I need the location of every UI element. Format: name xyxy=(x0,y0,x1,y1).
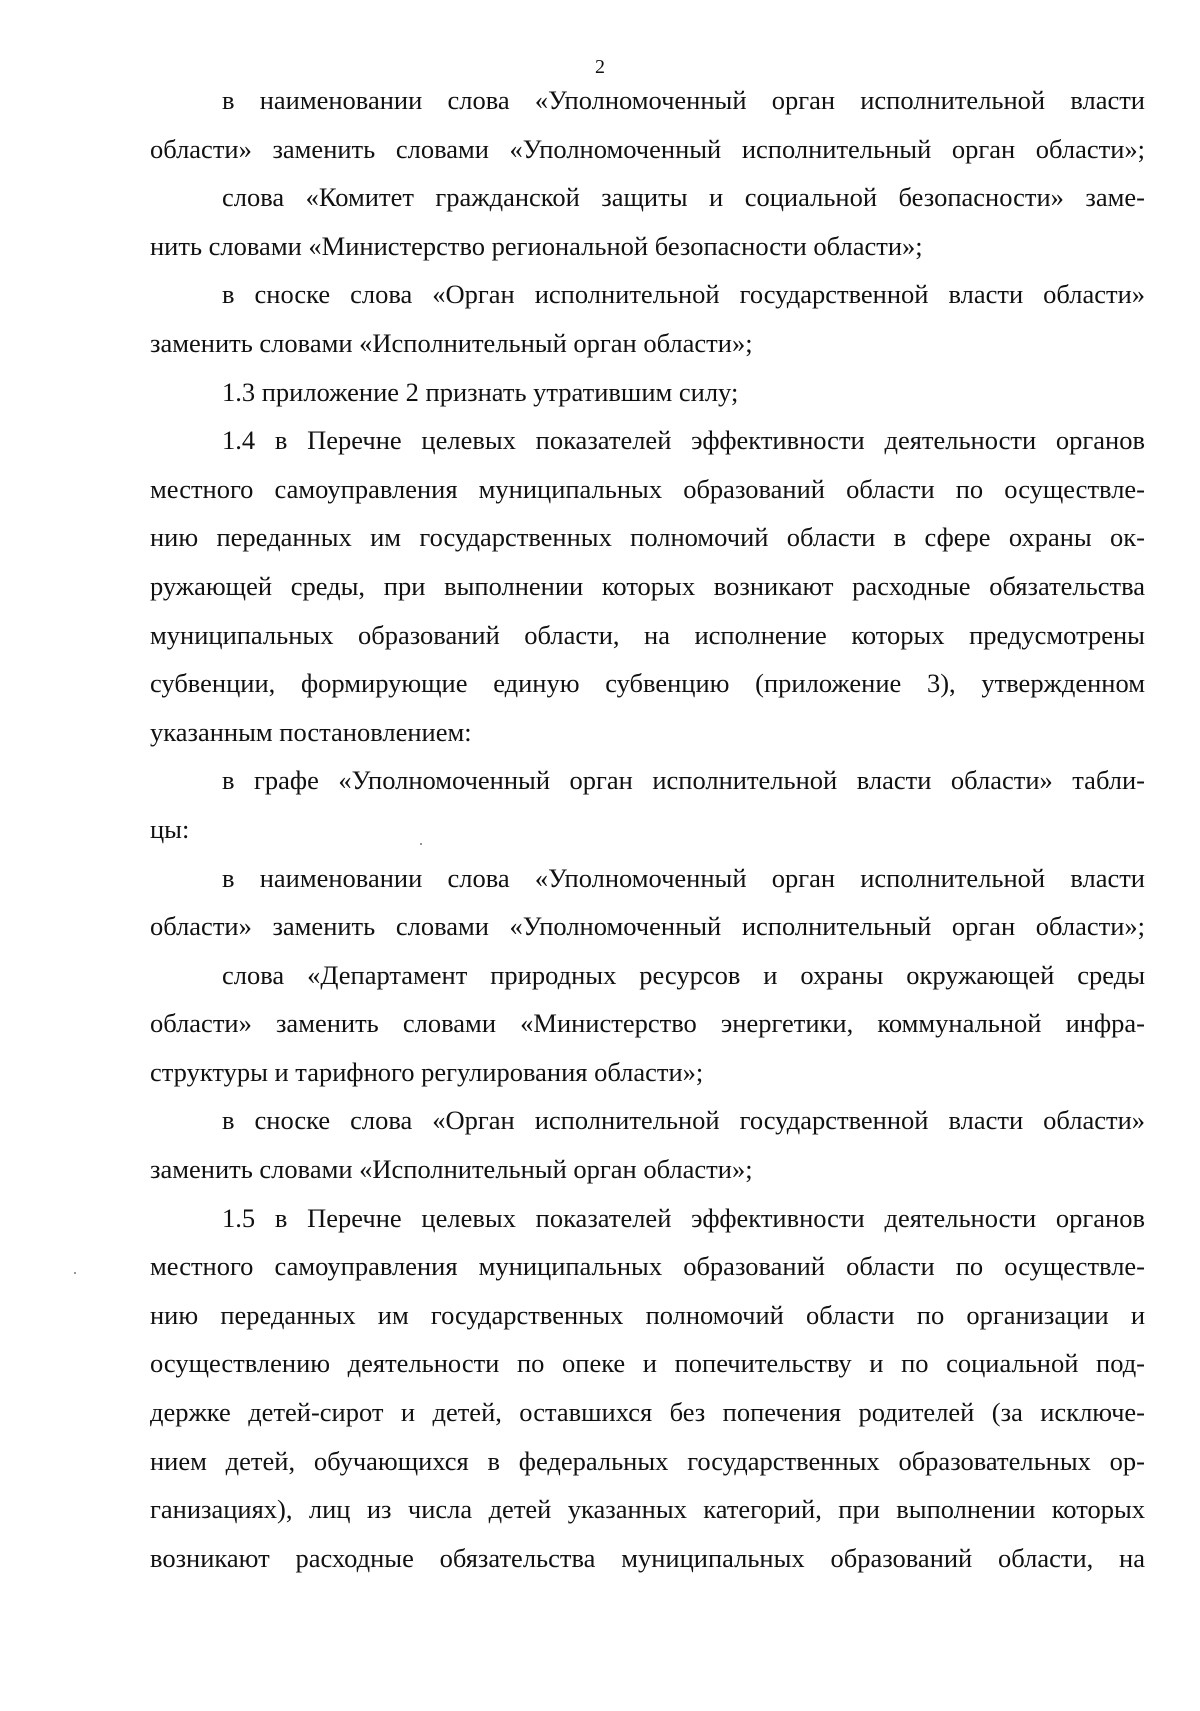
text-line: ружающей среды, при выполнении которых возникают расходные обязательства xyxy=(150,570,1145,601)
text-line: осуществлению деятельности по опеке и попечительству и по социальной под- xyxy=(150,1348,1145,1379)
text-line: 1.5 в Перечне целевых показателей эффективности деятельности органов xyxy=(222,1202,1145,1233)
text-line: местного самоуправления муниципальных образований области по осуществле- xyxy=(150,1251,1145,1282)
text-line: муниципальных образований области, на исполнение которых предусмотрены xyxy=(150,619,1145,650)
text-line: слова «Комитет гражданской защиты и социальной безопасности» заме- xyxy=(222,182,1145,213)
text-line: цы: xyxy=(150,813,190,844)
scan-speck xyxy=(74,1272,76,1274)
text-line: заменить словами «Исполнительный орган области»; xyxy=(150,327,753,358)
text-line: в наименовании слова «Уполномоченный орган исполнительной власти xyxy=(222,862,1145,893)
text-line: возникают расходные обязательства муниципальных образований области, на xyxy=(150,1542,1145,1573)
text-line: заменить словами «Исполнительный орган области»; xyxy=(150,1154,753,1185)
text-line: слова «Департамент природных ресурсов и охраны окружающей среды xyxy=(222,959,1145,990)
text-line: нию переданных им государственных полномочий области по организации и xyxy=(150,1299,1145,1330)
text-line: 1.3 приложение 2 признать утратившим силу; xyxy=(222,376,739,407)
text-line: структуры и тарифного регулирования области»; xyxy=(150,1056,704,1087)
text-line: в сноске слова «Орган исполнительной государственной власти области» xyxy=(222,1105,1145,1136)
text-line: в наименовании слова «Уполномоченный орган исполнительной власти xyxy=(222,85,1145,115)
text-line: ганизациях), лиц из числа детей указанных категорий, при выполнении которых xyxy=(150,1494,1145,1525)
text-line: держке детей-сирот и детей, оставшихся без попечения родителей (за исключе- xyxy=(150,1397,1145,1428)
page-number: 2 xyxy=(595,56,605,78)
text-line: области» заменить словами «Уполномоченный исполнительный орган области»; xyxy=(150,133,1145,164)
text-line: области» заменить словами «Уполномоченный исполнительный орган области»; xyxy=(150,911,1145,942)
text-line: в графе «Уполномоченный орган исполнительной власти области» табли- xyxy=(222,765,1145,796)
document-body xyxy=(150,76,1145,1582)
text-line: указанным постановлением: xyxy=(150,716,472,747)
text-line: в сноске слова «Орган исполнительной государственной власти области» xyxy=(222,279,1145,310)
text-line: области» заменить словами «Министерство энергетики, коммунальной инфра- xyxy=(150,1008,1145,1039)
text-line: местного самоуправления муниципальных образований области по осуществле- xyxy=(150,473,1145,504)
text-line: нием детей, обучающихся в федеральных государственных образовательных ор- xyxy=(150,1445,1145,1476)
text-line: нию переданных им государственных полномочий области в сфере охраны ок- xyxy=(150,522,1145,553)
text-line: 1.4 в Перечне целевых показателей эффективности деятельности органов xyxy=(222,425,1145,456)
text-line: субвенции, формирующие единую субвенцию (приложение 3), утвержденном xyxy=(150,668,1145,699)
text-line: нить словами «Министерство региональной безопасности области»; xyxy=(150,230,923,261)
scan-speck xyxy=(420,843,422,845)
